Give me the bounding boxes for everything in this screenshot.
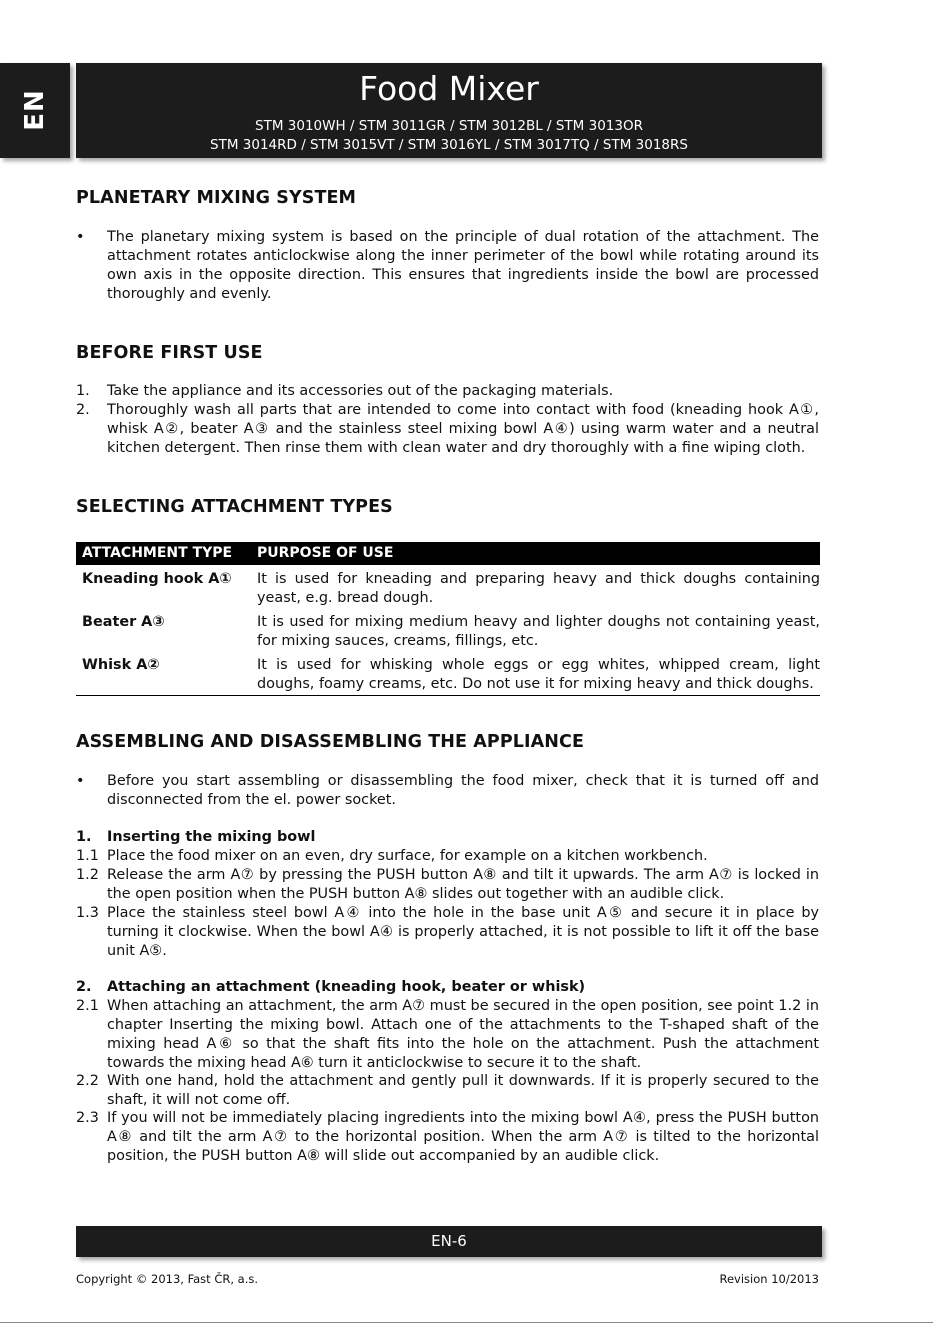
item-number: 1.1 xyxy=(76,848,99,864)
model-list-line-2: STM 3014RD / STM 3015VT / STM 3016YL / STM 3017TQ / STM 3018RS xyxy=(210,137,688,153)
attachment-table xyxy=(76,542,820,692)
attachment-purpose: It is used for kneading and preparing heavy and thick doughs containing yeast, e.g. bread dough. xyxy=(257,571,820,606)
language-label: EN xyxy=(20,89,50,131)
subsection-heading: Attaching an attachment (kneading hook, beater or whisk) xyxy=(107,979,586,995)
list-item xyxy=(76,904,819,961)
list-item xyxy=(76,866,819,904)
document-title: Food Mixer xyxy=(359,69,539,108)
subsection-number: 2. xyxy=(76,979,92,995)
table-row xyxy=(76,570,820,608)
list-item xyxy=(76,772,819,810)
list-item xyxy=(76,847,819,866)
item-text: Place the food mixer on an even, dry surface, for example on a kitchen workbench. xyxy=(107,848,708,864)
page-number: EN-6 xyxy=(431,1232,467,1250)
column-header-purpose: PURPOSE OF USE xyxy=(257,545,394,561)
list-item xyxy=(76,401,819,458)
column-header-attachment-type: ATTACHMENT TYPE xyxy=(82,545,233,561)
bullet: • xyxy=(76,229,85,245)
table-row xyxy=(76,656,820,694)
item-text: When attaching an attachment, the arm A⑦ must be secured in the open position, see point 1.2 in chapter Inserting the mixing bowl. Attach one of the attachments to the T-shaped shaft of the mixing head A⑥ so that the shaft fits into the hole on the attachment. Push the attachment towards the mixing head A⑥ turn it anticlockwise to secure it to the shaft. xyxy=(107,998,819,1071)
language-tab xyxy=(0,63,70,158)
page-bottom-rule xyxy=(0,1322,933,1323)
list-item xyxy=(76,1072,819,1110)
item-number: 2.3 xyxy=(76,1110,99,1126)
item-number: 1. xyxy=(76,383,90,399)
list-item xyxy=(76,382,819,401)
heading-planetary-mixing-system: PLANETARY MIXING SYSTEM xyxy=(76,188,357,208)
item-text: Take the appliance and its accessories out of the packaging materials. xyxy=(107,383,614,399)
attachment-purpose: It is used for mixing medium heavy and lighter doughs not containing yeast, for mixing sauces, creams, fillings, etc. xyxy=(257,614,820,649)
list-item xyxy=(76,228,819,304)
subsection-title xyxy=(76,828,819,847)
page-number-bar xyxy=(76,1226,822,1257)
revision-label: Revision 10/2013 xyxy=(719,1272,819,1286)
item-text: Thoroughly wash all parts that are intended to come into contact with food (kneading hook A①, whisk A②, beater A③ and the stainless steel mixing bowl A④) using warm water and a neutral kitchen detergent. Then rinse them with clean water and dry thoroughly with a fine wiping cloth. xyxy=(107,402,819,456)
page-header xyxy=(76,63,822,158)
attachment-purpose: It is used for whisking whole eggs or egg whites, whipped cream, light doughs, foamy creams, etc. Do not use it for mixing heavy and thick doughs. xyxy=(257,657,820,692)
item-number: 2.2 xyxy=(76,1073,99,1089)
list-item xyxy=(76,1109,819,1166)
table-row xyxy=(76,613,820,651)
item-number: 2.1 xyxy=(76,998,99,1014)
item-text: Release the arm A⑦ by pressing the PUSH button A⑧ and tilt it upwards. The arm A⑦ is locked in the open position when the PUSH button A⑧ slides out together with an audible click. xyxy=(107,867,819,902)
item-text: With one hand, hold the attachment and gently pull it downwards. If it is properly secured to the shaft, it will not come off. xyxy=(107,1073,819,1108)
item-text: Place the stainless steel bowl A④ into the hole in the base unit A⑤ and secure it in place by turning it clockwise. When the bowl A④ is properly attached, it is not possible to lift it off the base unit A⑤. xyxy=(107,905,819,959)
item-number: 2. xyxy=(76,402,90,418)
paragraph: Before you start assembling or disassembling the food mixer, check that it is turned off and disconnected from the el. power socket. xyxy=(107,773,819,808)
heading-before-first-use: BEFORE FIRST USE xyxy=(76,343,263,363)
copyright-notice: Copyright © 2013, Fast ČR, a.s. xyxy=(76,1272,259,1286)
subsection-heading: Inserting the mixing bowl xyxy=(107,829,316,845)
attachment-name: Whisk A② xyxy=(82,657,160,673)
item-number: 1.3 xyxy=(76,905,99,921)
subsection-title xyxy=(76,978,819,997)
bullet: • xyxy=(76,773,85,789)
attachment-name: Beater A③ xyxy=(82,614,165,630)
item-number: 1.2 xyxy=(76,867,99,883)
attachment-name: Kneading hook A① xyxy=(82,571,232,587)
subsection-number: 1. xyxy=(76,829,92,845)
item-text: If you will not be immediately placing ingredients into the mixing bowl A④, press the PUSH button A⑧ and tilt the arm A⑦ to the horizontal position. When the arm A⑦ is tilted to the horizontal position, the PUSH button A⑧ will slide out accompanied by an audible click. xyxy=(107,1110,819,1164)
paragraph: The planetary mixing system is based on the principle of dual rotation of the attachment. The attachment rotates anticlockwise along the inner perimeter of the bowl while rotating around its own axis in the opposite direction. This ensures that ingredients inside the bowl are processed thoroughly and evenly. xyxy=(107,229,819,302)
table-header xyxy=(76,542,820,565)
table-bottom-rule xyxy=(76,695,820,696)
heading-assembling: ASSEMBLING AND DISASSEMBLING THE APPLIANCE xyxy=(76,732,584,752)
list-item xyxy=(76,997,819,1073)
heading-selecting-attachment-types: SELECTING ATTACHMENT TYPES xyxy=(76,497,393,517)
model-list-line-1: STM 3010WH / STM 3011GR / STM 3012BL / STM 3013OR xyxy=(255,118,643,134)
